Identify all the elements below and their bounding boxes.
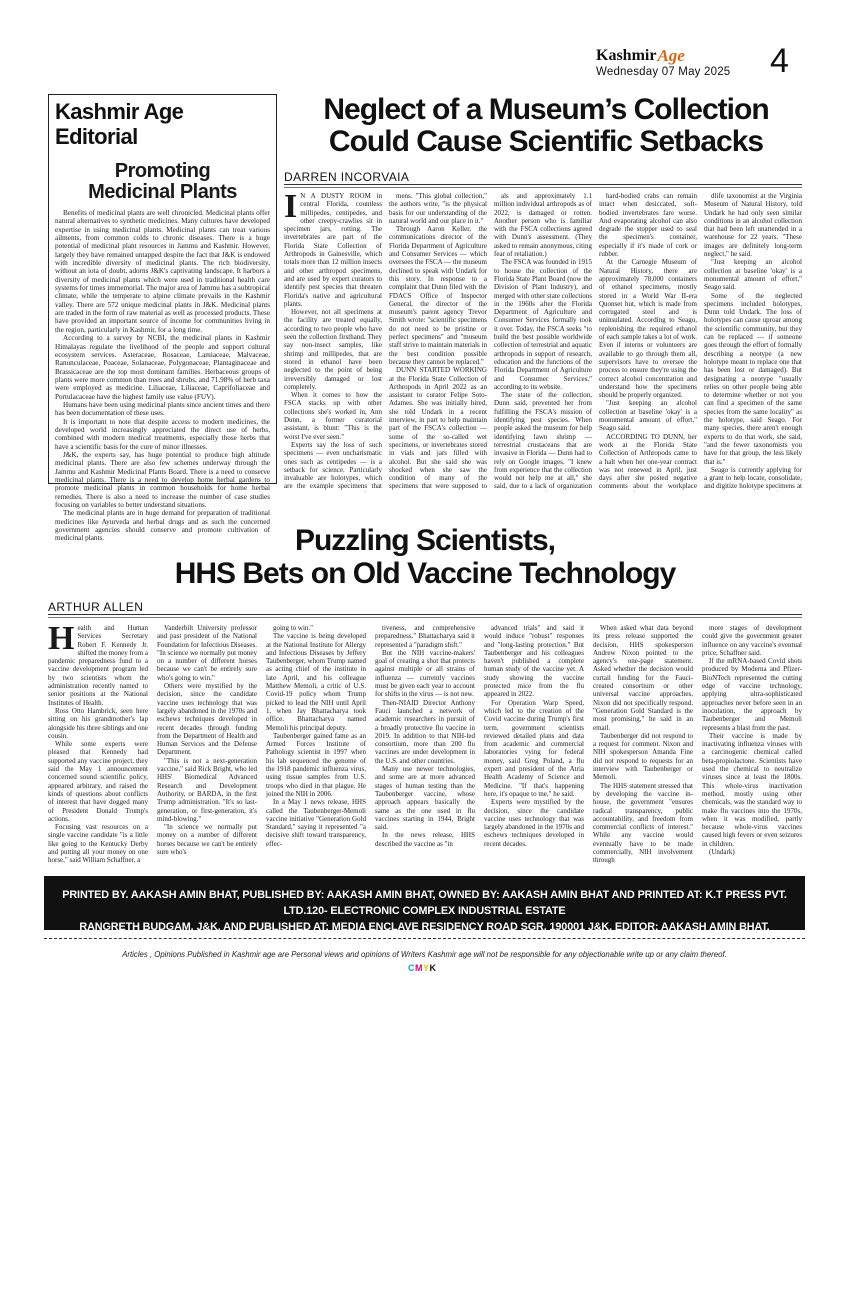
drop-cap: H <box>48 624 75 657</box>
article-paragraph <box>48 624 148 707</box>
editorial-paragraph: The medicinal plants are in huge demand for preparation of traditional medicines like Ayurveda and herbal drugs and as such the concerned government agencies should conserve and promote cultivation of medicinal plants. <box>55 509 270 543</box>
divider <box>284 187 802 188</box>
article-paragraph: In a May 1 news release, HHS called the Taubenberger-Memoli vaccine initiative "Generation Gold Standard," saying it represented "a decisive shift toward transparency, effec- <box>266 798 366 848</box>
text-column <box>599 192 697 492</box>
article-paragraph: When asked what data beyond its press release supported the decision, HHS spokesperson Andrew Nixon pointed to the agency's one-page statement. Asked whether the decision would curtail funding for the Fauci-created consortium or other universal vaccine approaches, Nixon did not specifically respond. "Generation Gold Standard is the most promising," he said in an email. <box>593 624 693 732</box>
article-paragraph: ACCORDING TO DUNN, her work at the Florida State Collection of Arthropods came to a halt when her one-year contract was not renewed in April, just days after she posted negative comments about the workplace <box>599 432 697 491</box>
article-paragraph: "In science we normally put money on a number of different horses because we can't be entirely sure who's <box>157 823 257 857</box>
story1-body <box>284 192 802 492</box>
article-paragraph: Some of the neglected specimens included holotypes, Dunn told Undark. The loss of holotypes can cause uproar among the scientific community, but they can be replaced — if someone goes through the effort of formally describing a neotype (a new holotype meant to replace one that has been lost or damaged). But designating a neotype "usually relies on other people being able to determine whether or not you can find a specimen of the same species from the same locality" as the holotype, said Seago. For many species, there aren't enough experts to do that work, she said, "and the fewer taxonomists you have for that group, the less likely that is." <box>704 291 802 466</box>
cmyk-c: C <box>408 963 415 973</box>
text-column <box>593 624 693 866</box>
story2-body <box>48 624 802 866</box>
editorial-paragraph: Humans have been using medicinal plants since ancient times and there has been documentation of these uses. <box>55 400 270 418</box>
article-text: ealth and Human Services Secretary Robert F. Kennedy Jr. shifted the money from a pandemic preparedness fund to a vaccine development program led by two scientists whom the administration recently named to senior positions at the National Institutes of Health. <box>48 624 148 707</box>
divider <box>284 184 802 185</box>
editorial-paragraph: It is important to note that despite access to modern medicines, the developed world increasingly appreciated the direct use of herbs, combined with modern medical treatments, especially those herbs that have a scientific basis for the cure of minor illnesses. <box>55 417 270 451</box>
text-column <box>494 192 592 492</box>
article-paragraph: The state of the collection, Dunn said, prevented her from fulfilling the FSCA's mission of identifying pest species. When people asked the museum for help identifying lawn shrimp — terrestrial crustaceans that are invasive in Florida — Dunn had to rely on Google images. "I knew from experience that the collection would not help me at all," she said, due to a lack of organization <box>494 391 592 491</box>
editorial-title-line: Medicinal Plants <box>88 181 237 203</box>
article-paragraph: Through Aaron Keller, the communications director of the Florida Department of Agriculture and Consumer Services — which oversees the FSCA — the museum declined to speak with Undark for this story. In response to a complaint that Dunn filed with the FDACS Office of Inspector General, the director of the museum's parent agency Trevor Smith wrote: "scientific specimens do not need to be pristine or perfect specimens" and "museum staff strive to maintain materials in the best condition possible because they cannot be replaced." <box>389 225 487 366</box>
drop-cap: I <box>284 192 298 225</box>
logo-accent: Age <box>657 46 685 65</box>
imprint-line: RANGRETH BUDGAM, J&K. AND PUBLISHED AT: MEDIA ENCLAVE RESIDENCY ROAD SGR. 190001 J&K. EDITOR: AAKASH AMIN BHAT, JKENG/2006/23952 <box>79 921 770 949</box>
article-paragraph: Taubenberger gained fame as an Armed Forces Institute of Pathology scientist in 1997 when his lab sequenced the genome of the 1918 pandemic influenza virus, using tissue samples from U.S. troops who died in that plague. He joined the NIH in 2006. <box>266 731 366 798</box>
article-paragraph: dlife taxonomist at the Virginia Museum of Natural History, told Undark he had only seen similar conditions in an alcohol collection that had been left unattended in a warehouse for 22 years. "These images are definitely long-term neglect," he said. <box>704 192 802 259</box>
issue-date: Wednesday 07 May 2025 <box>596 66 731 78</box>
section-heading-line: Editorial <box>55 124 138 149</box>
article-paragraph: Experts say the loss of such specimens — even uncharismatic ones such as centipedes — is a setback for science. Particularly invaluable are holotypes, which are the example specimens that <box>284 440 382 491</box>
headline-line: HHS Bets on Old Vaccine Technology <box>174 557 676 590</box>
article-paragraph: At the Carnegie Museum of Natural History, there are approximately 78,000 containers of ethanol specimens, mostly stored in a World War II-era Quonset hut, which is made from corrugated steel and is uninsulated. According to Seago, replenishing the required ethanol of each sample takes a lot of work. Even if interns or volunteers are available to go through them all, supervisors have to oversee the process to ensure they're using the correct alcohol concentration and understand how the specimens should be properly organized. <box>599 258 697 400</box>
article-paragraph: going to win." <box>273 624 313 632</box>
text-column <box>157 624 257 866</box>
text-column <box>266 624 366 866</box>
editorial-paragraph: Benefits of medicinal plants are well chronicled. Medicinal plants offer natural alternatives to synthetic medicines. Many cultures have developed expertise in using medicinal plants. Medicinal plants can treat various ailments, from common colds to chronic diseases. There is a huge potential of medicinal plant resources in Jammu and Kashmir. However, largely they have remained untapped despite the fact that J&K is endowed with incredible diversity of medicinal plants. The rich biodiversity, without an iota of doubt, adorns J&K's captivating landscape. It harbors a diversity of medicinal plants which were used in traditional health care systems for times immemorial. The major area of Jammu has a subtropical climate, while the temperate to alpine climate prevails in the Kashmir valley. There are 572 unique medicinal plants in J&K. Medicinal plants are traded in the form of raw material as well as processed products. These have provided an important source of income for communities living in the region, particularly in Kashmir, for a long time. <box>55 209 271 334</box>
article-paragraph <box>284 192 382 308</box>
story2-byline: ARTHUR ALLEN <box>48 600 144 614</box>
editorial-paragraph: According to a survey by NCBI, the medicinal plants in Kashmir Himalayas regulate the livelihood of the people and support cultural ecosystem services. Asteraceae, Rosaceae, Lamiaceae, Malvaceae, Ranunculaceae, Poaceae, Solanaceae, Polygonaceae, Plantaginaceae and Brassicaceae are the top most dominant families. Herbaceous groups of plants were more common than trees and shrubs, and 71.98% of herb taxa were employed as medicine. Liliaceae, Liliaceae, Caprifoliaceae and Portulacaceae have the highest family use value (FUV). <box>55 334 270 401</box>
divider <box>48 617 802 618</box>
article-paragraph: For Operation Warp Speed, which led to the creation of the Covid vaccine during Trump's first term, government scientists reviewed detailed plans and data from academic and commercial laboratories vying for federal money, said Greg Poland, a flu expert and president of the Atria Health Academy of Science and Medicine. "If that's happening here, it's opaque to me," he said. <box>484 698 584 798</box>
article-paragraph: DUNN STARTED WORKING at the Florida State Collection of Arthropods in April 2022 as an assistant to curator Felipe Soto-Adames. She was initially hired, she told Undark in a recent interview, in part to help maintain part of the FSCA's collection — some of the so-called wet specimens, or invertebrates stored in vials and jars filled with alcohol. But she said she was shocked when she saw the condition of many of the specimens that were supposed to <box>389 366 487 491</box>
article-paragraph: Their vaccine is made by inactivating influenza viruses with a carcinogenic chemical called beta-propiolactone. Scientists have used the chemical to neutralize viruses since at least the 1800s. This whole-virus inactivation method, mostly using other chemicals, was the standard way to make flu vaccines into the 1970s, when it was modified, partly because whole-virus vaccines caused high fevers or even seizures in children. <box>702 731 802 848</box>
article-paragraph: "Just keeping an alcohol collection at baseline 'okay' is a monumental amount of effort," Seago said. <box>599 399 697 433</box>
article-paragraph: Vanderbilt University professor and past president of the National Foundation for Infectious Diseases. "In science we normally put money on a number of different horses because we can't be entirely sure who's going to win." <box>157 624 257 682</box>
cmyk-color-bar <box>408 963 437 973</box>
divider <box>48 614 802 615</box>
story1-headline[interactable] <box>290 94 802 158</box>
logo-text: Kashmir <box>596 47 657 64</box>
cmyk-y: Y <box>423 963 430 973</box>
text-column <box>484 624 584 866</box>
page-number: 4 <box>770 42 789 80</box>
article-paragraph: mens. "This global collection," the authors write, "is the physical basis for our understanding of the natural world and our place in it." <box>389 192 487 225</box>
text-column <box>704 192 802 492</box>
headline-line: Could Cause Scientific Setbacks <box>328 125 764 158</box>
article-paragraph: However, not all specimens at the facility are treated equally, according to two people who have seen the collection firsthand. They say non-insect samples, like shrimp and millipedes, that are stored in ethanol have been neglected to the point of being irreversibly damaged or lost completely. <box>284 308 382 391</box>
article-paragraph: Ross Otto Hambrick, seen here sitting on his grandmother's lap alongside his three siblings and one cousin. <box>48 706 148 740</box>
story1-byline: DARREN INCORVAIA <box>284 170 410 184</box>
editorial-box <box>48 94 277 543</box>
article-text: N A DUSTY ROOM in central Florida, countless millipedes, centipedes, and other creepy-crawlies sit in specimen jars, rotting. The invertebrates are part of the Florida State Collection of Arthropods in Gainesville, which totals more than 12 million insects and other arthropod specimens, and are used by expert curators to identify pest species that threaten Florida's native and agricultural plants. <box>284 192 382 308</box>
article-paragraph: "Just keeping an alcohol collection at baseline 'okay' is a monumental amount of effort," Seago said. <box>704 258 802 292</box>
article-paragraph: Taubenberger did not respond to a request for comment. Nixon and NIH spokesperson Amanda Fine did not respond to requests for an interview with Taubenberger or Memoli. <box>593 731 693 782</box>
article-paragraph: The vaccine is being developed at the National Institute for Allergy and Infectious Diseases by Jeffery Taubenberger, whom Trump named as acting chief of the institute in late April, and his colleague Matthew Memoli, a critic of U.S. Covid-19 policy whom Trump picked to lead the NIH until April 1, when Jay Bhattacharya took office. Bhattacharya named Memoli his principal deputy. <box>266 632 366 732</box>
dotted-divider <box>44 938 805 941</box>
editorial-body <box>55 209 270 543</box>
disclaimer-text: Articles , Opinions Published in Kashmir age are Personal views and opinions of Writers Kashmir age will not be responsible for any objectionable write up or any claim thereof. <box>122 950 727 959</box>
article-paragraph: While some experts were pleased that Kennedy had supported any vaccine project, they said the May 1 announcement concerned sound scientific policy, appeared arbitrary, and raised the kinds of questions about conflicts of interest that have dogged many of President Donald Trump's actions. <box>48 740 148 823</box>
article-paragraph: (Undark) <box>709 848 735 857</box>
article-paragraph: Seago is currently applying for a grant to help locate, consolidate, and digitize holotype specimens at <box>704 465 802 491</box>
article-paragraph: Many use newer technologies, and some are at more advanced stages of human testing than the Taubenberger vaccine, whose approach appears basically the same as the one used in flu vaccines starting in 1944, Bright said. <box>375 765 475 832</box>
article-paragraph: Then-NIAID Director Anthony Fauci launched a network of academic researchers in pursuit of a broadly protective flu vaccine in 2019. In addition to that NIH-led consortium, more than 200 flu vaccines are under development in the U.S. and other countries. <box>375 698 475 765</box>
article-paragraph: tiveness, and comprehensive preparedness." Bhattacharya said it represented a "paradigm shift." <box>375 624 475 649</box>
text-column <box>284 192 382 492</box>
article-paragraph: more stages of development could give the government greater influence on any vaccine's eventual price, Schaffner said. <box>702 624 802 657</box>
imprint-line: PRINTED BY. AAKASH AMIN BHAT, PUBLISHED BY: AAKASH AMIN BHAT, OWNED BY: AAKASH AMIN BHAT AND PRINTED AT: K.T PRESS PVT. LTD.120- ELECTRONIC COMPLEX INDUSTRIAL ESTATE <box>62 889 787 917</box>
imprint-bar <box>44 876 805 949</box>
story2-headline[interactable] <box>140 524 710 590</box>
editorial-title-line: Promoting <box>114 160 211 182</box>
editorial-title <box>55 161 270 203</box>
text-column <box>389 192 487 492</box>
article-paragraph: In the news release, HHS described the vaccine as "in <box>375 831 475 848</box>
article-paragraph: But the NIH vaccine-makers' goal of creating a shot that protects against multiple or all strains of influenza — currently vaccines must be given each year to account for shifts in the virus — is not new. <box>375 648 475 699</box>
article-paragraph: Experts were mystified by the decision, since the candidate vaccine uses technology that was largely abandoned in the 1970s and eschews techniques developed in recent decades. <box>484 798 584 848</box>
article-paragraph: als and approximately 1.1 million individual arthropods as of 2022, is damaged or rotten. Another person who is familiar with the FSCA collections agreed with Dunn's assessment. (They asked to remain anonymous, citing fear of retaliation.) <box>494 192 592 259</box>
editorial-paragraph: J&K, the experts say, has huge potential to produce high altitude medicinal plants. There are also few schemes underway through the Jammu and Kashmir Medicinal Plants Board. There is a need to conserve medicinal plants. There is a need to develop home herbal gardens to promote medicinal plants in common households for home herbal remedies. There is also a need to increase the number of case studies focusing on variables to better understand situations. <box>55 450 270 510</box>
article-paragraph: When it comes to how the FSCA stacks up with other collections she's worked in, Ann Dunn, a former curatorial assistant, is blunt: "This is the worst I've ever seen." <box>284 391 382 441</box>
article-paragraph: The HHS statement stressed that by developing the vaccine in-house, the government "ensures radical transparency, public accountability, and freedom from commercial conflicts of interest." While any vaccine would eventually have to be made commercially, NIH involvement through <box>593 781 693 865</box>
headline-line: Puzzling Scientists, <box>294 524 556 557</box>
cmyk-k: K <box>429 963 437 973</box>
article-paragraph: Focusing vast resources on a single vaccine candidate "is a little like going to the Kentucky Derby and putting all your money on one horse," said William Schaffner, a <box>48 823 148 865</box>
section-heading-line: Kashmir Age <box>55 99 184 124</box>
text-column <box>48 624 148 866</box>
masthead <box>596 48 756 84</box>
cmyk-m: M <box>415 963 423 973</box>
article-paragraph: advanced trials" and said it would induce "robust" responses and "long-lasting protection." But Taubenberger and his colleagues haven't published a complete human study of the vaccine yet. A study showing the vaccine protected mice from the flu appeared in 2022. <box>484 624 584 699</box>
article-paragraph: hard-bodied crabs can remain intact when desiccated, soft-bodied invertebrates fare worse. And evaporating alcohol can also degrade the stopper used to seal the specimen's container, especially if it's made of cork or rubber. <box>599 192 697 259</box>
newspaper-logo <box>596 48 756 64</box>
article-paragraph: If the mRNA-based Covid shots produced by Moderna and Pfizer-BioNTech represented the cutting edge of vaccine technology, applying ultra-sophisticated approaches never before seen in an inoculation, the approach by Taubenberger and Memoli represents a blast from the past. <box>702 657 802 732</box>
editorial-section-heading <box>55 99 270 149</box>
headline-line: Neglect of a Museum’s Collection <box>323 93 769 126</box>
text-column <box>375 624 475 866</box>
article-paragraph: Others were mystified by the decision, since the candidate vaccine uses technology that was largely abandoned in the 1970s and eschews techniques developed in recent decades through funding from the Department of Health and Human Services and the Defense Department. <box>157 682 257 757</box>
text-column <box>702 624 802 866</box>
article-paragraph: "This is not a next-generation vaccine," said Rick Bright, who led HHS' Biomedical Advanced Research and Development Authority, or BARDA, in the first Trump administration. "It's so last-generation, or first-generation, it's mind-blowing." <box>157 756 257 823</box>
article-paragraph: The FSCA was founded in 1915 to house the collection of the Florida State Plant Board (now the Division of Plant Industry), and merged with other state collections in the 1960s after the Florida Department of Agriculture and Consumer Services formally took it over. Today, the FSCA seeks "to build the best possible worldwide collection of terrestrial and aquatic arthropods in support of research, education and the functions of the Florida Department of Agriculture and Consumer Services," according to its website. <box>494 258 592 391</box>
